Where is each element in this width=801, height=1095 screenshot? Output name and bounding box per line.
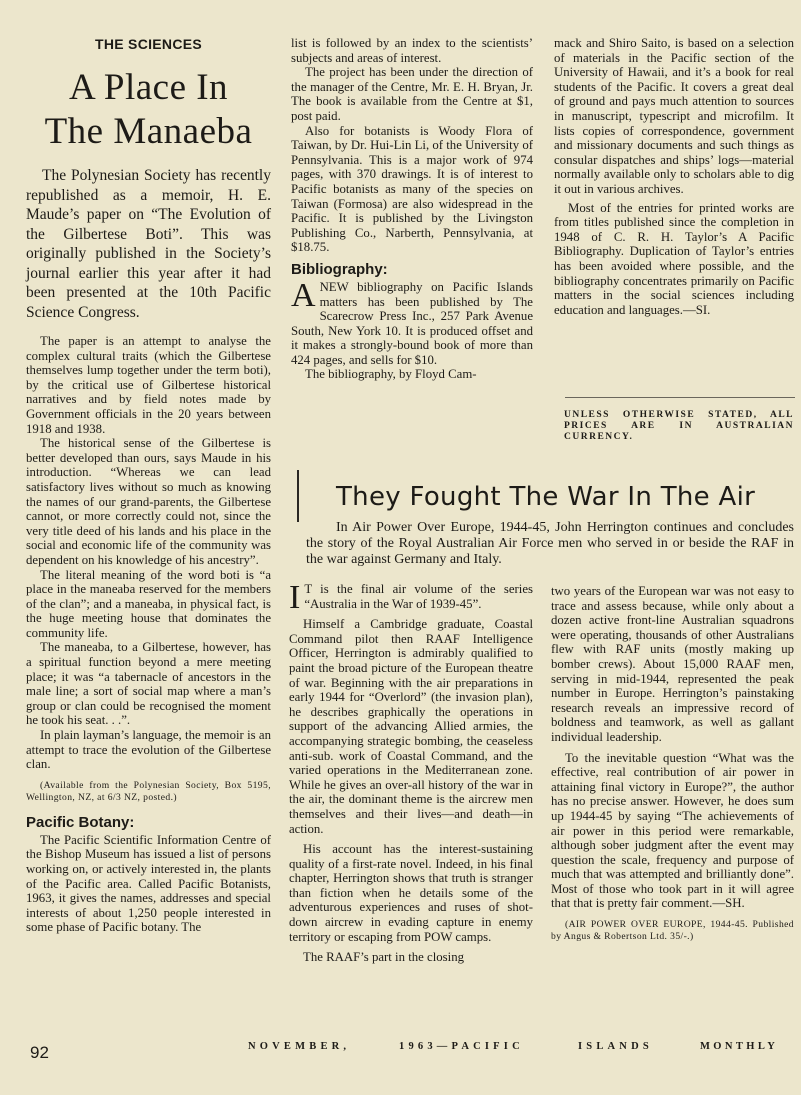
paragraph-text: NEW bibliography on Pacific Islands matters has been published by The Scarecrow Press Inc., 257 Park Avenue South, New York 10. It is produced offset and it makes a strongly-bound book of more than 424 pages, and sells for $10.	[291, 279, 533, 367]
article-2-title: They Fought The War In The Air	[336, 482, 756, 512]
column-1	[26, 36, 271, 935]
page-number: 92	[30, 1043, 49, 1062]
paragraph: The paper is an attempt to analyse the complex cultural traits (which the Gilbertese themselves lump together under the term boti), by the critical use of Gilbertese historical narratives and by field notes made by Government officials in the 20 years between 1918 and 1938.	[26, 334, 271, 436]
article-lead: The Polynesian Society has recently republished as a memoir, H. E. Maude’s paper on “The Evolution of the Gilbertese Boti”. This was originally published in the Society’s journal earlier this year after it had been presented at the 10th Pacific Science Congress.	[26, 167, 271, 321]
section-label: THE SCIENCES	[94, 36, 203, 52]
botany-heading: Pacific Botany:	[26, 813, 135, 831]
footer-issue: 1963—PACIFIC	[399, 1041, 524, 1052]
paragraph: Also for botanists is Woody Flora of Taiwan, by Dr. Hui-Lin Li, of the University of Pennsylvania. This is a major work of 974 pages, with 370 drawings. It is of interest to Pacific botanists as many of the species on Taiwan (Formosa) are also widespread in the Pacific. It is published by the Livingston Publishing Co., Narberth, Pennsylvania, at $18.75.	[291, 123, 533, 255]
paragraph: The bibliography, by Floyd Cam-	[305, 367, 477, 382]
paragraph: The project has been under the direction of the manager of the Centre, Mr. E. H. Bryan, Jr. The book is available from the Centre at $1, post paid.	[291, 65, 533, 123]
paragraph: The literal meaning of the word boti is “a place in the maneaba reserved for the members of the clan”; and a maneaba, in physical fact, is the huge meeting house that dominates the community life.	[26, 567, 271, 640]
footer-monthly: MONTHLY	[700, 1041, 779, 1052]
footer-month: NOVEMBER,	[248, 1041, 351, 1052]
article-2-column-1	[289, 579, 533, 965]
bibliography-heading: Bibliography:	[291, 260, 388, 278]
paragraph: In plain layman’s language, the memoir is an attempt to trace the evolution of the Gilbertese clan.	[26, 728, 271, 772]
article-title	[26, 66, 271, 154]
paragraph: two years of the European war was not easy to trace and assess because, while only about a dozen active front-line Australian squadrons were operating, thousands of other Australians flew with RAF units (mostly making up bomber crews). About 15,000 RAAF men, serving in mid-1944, represented the peak number in Europe. Herrington’s painstaking research reveals an impressive record of boldness and teamwork, as well as gallant individual leadership.	[551, 584, 794, 744]
column-3	[554, 36, 794, 317]
article-2-deck: In Air Power Over Europe, 1944-45, John Herrington continues and concludes the story of the Royal Australian Air Force men who served in or beside the RAF in the war against Germany and Italy.	[306, 520, 794, 567]
paragraph: To the inevitable question “What was the effective, real contribution of air power in attaining final victory in Europe?”, the author has no precise answer. However, he does sum up 1944-45 by saying “The achievements of air power in this period were remarkable, although sober judgment after the event may question the scale, frequency and purpose of much that was attempted and brilliantly done”. Most of those who took part in it will agree that that is pretty fair comment.—SH.	[551, 750, 794, 911]
paragraph	[291, 276, 533, 368]
paragraph: His account has the interest-sustaining quality of a first-rate novel. Indeed, in his final chapter, Herrington shows that truth is stranger than fiction when he details some of the adventurous experiences and ruses of shot-down aircrew in evading capture in enemy territory or escaping from POW camps.	[289, 842, 533, 944]
currency-note: UNLESS OTHERWISE STATED, ALL PRICES ARE IN AUSTRALIAN CURRENCY.	[564, 410, 794, 442]
paragraph: Most of the entries for printed works are from titles published since the completion in 1948 of C. R. H. Taylor’s A Pacific Bibliography. Duplication of Taylor’s entries has been avoided where possible, and the bibliography concentrates primarily on Pacific matters in the social sciences including education and languages.—SI.	[554, 200, 794, 317]
paragraph: The maneaba, to a Gilbertese, however, has a spiritual function beyond a mere meeting place; it was “a tabernacle of ancestors in the male line; a sort of social map where a man’s group or clan could be recognised the moment he took his seat. . .”.	[26, 640, 271, 728]
divider	[565, 397, 795, 398]
drop-cap: I	[289, 579, 301, 616]
paragraph: The historical sense of the Gilbertese is better developed than ours, says Maude in his introduction. “Whereas we can lead satisfactory lives without so much as knowing the names of our grand-parents, the Gilbertese cannot, or more correctly could not, since the very title deed of his lands and his place in the social and economic life of the community was dependent on his knowledge of his ancestry”.	[26, 436, 271, 567]
publisher-note: (AIR POWER OVER EUROPE, 1944-45. Published by Angus & Robertson Ltd. 35/-.)	[551, 919, 794, 943]
footer-islands: ISLANDS	[578, 1041, 653, 1052]
paragraph	[289, 579, 533, 616]
paragraph: Himself a Cambridge graduate, Coastal Command pilot then RAAF Intelligence Officer, Herrington is admirably qualified to paint the broad picture of the European theatre of war. Beginning with the air preparations in early 1944 for “Overlord” (the invasion plan), he describes graphically the operations in support of the advancing Allied armies, the accompanying strategic bombing, the ceaseless anti-sub. work of Coastal Command, and the varied operations in the Mediterranean zone. While he gives an over-all history of the war in the air, the dominant theme is the aircrew men themselves and their lives—and death—in action.	[289, 617, 533, 836]
column-2	[291, 36, 533, 382]
drop-cap: A	[291, 276, 316, 314]
article-2-column-2	[551, 584, 794, 943]
paragraph: mack and Shiro Saito, is based on a selection of materials in the Pacific section of the University of Hawaii, and it’s a book for real students of the Pacific. It covers a great deal of ground and pays much attention to sources in manuscript, typescript and microfilm. It lists copies of correspondence, government and missionary documents and such things as consular dispatches and ships’ logs—material normally available only to scholars able to dig it out in various archives.	[554, 36, 794, 196]
divider	[297, 470, 299, 522]
availability-note: (Available from the Polynesian Society, Box 5195, Wellington, NZ, at 6/3 NZ, posted.)	[26, 779, 271, 803]
paragraph-text: T is the final air volume of the series “Australia in the War of 1939-45”.	[304, 582, 533, 611]
paragraph: The Pacific Scientific Information Centre of the Bishop Museum has issued a list of persons working on, or actively interested in, the plants of the Pacific area. Called Pacific Botanists, 1963, it gives the names, addresses and special interests of about 1,250 people interested in some phase of Pacific botany. The	[26, 832, 271, 935]
paragraph: list is followed by an index to the scientists’ subjects and areas of interest.	[291, 36, 533, 65]
paragraph: The RAAF’s part in the closing	[303, 950, 465, 965]
article-title-line-1: A Place In	[68, 67, 229, 108]
article-title-line-2: The Manaeba	[44, 111, 253, 152]
